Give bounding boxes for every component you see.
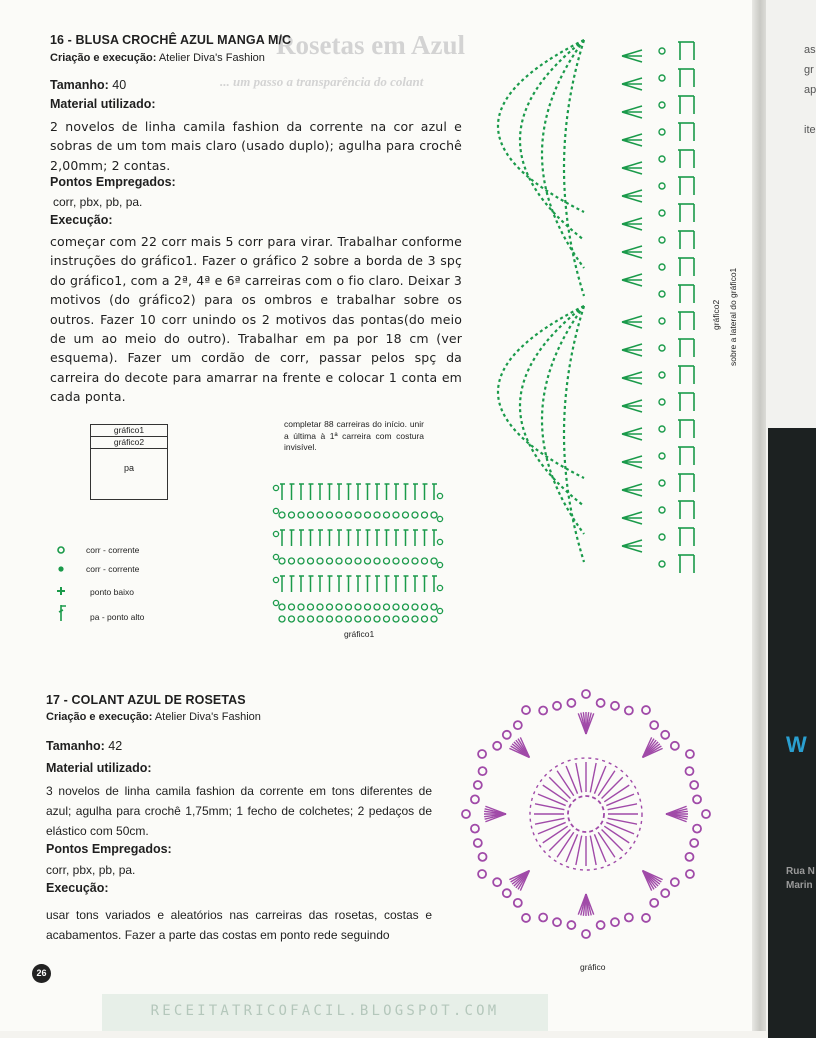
chart-chain-stitch xyxy=(642,914,650,922)
chart-chain-stitch xyxy=(346,558,352,564)
chart-chain-stitch xyxy=(661,889,669,897)
chart-chain-stitch xyxy=(412,616,418,622)
chart-chain-stitch xyxy=(298,616,304,622)
chart-fan-stitches xyxy=(622,316,642,328)
chart-chain-stitch xyxy=(327,558,333,564)
chart-fan-stitches xyxy=(622,540,642,552)
chart-chain-stitch xyxy=(431,512,437,518)
chart-chain-stitch xyxy=(659,156,665,162)
show-through-title: Rosetas em Azul xyxy=(276,30,465,60)
credit-value: Atelier Diva's Fashion xyxy=(158,52,265,64)
facing-page-footer: Marin xyxy=(786,880,813,891)
chart-fan-stitches xyxy=(622,246,642,258)
chart-chain-stitch xyxy=(374,558,380,564)
chart-chain-stitch xyxy=(289,604,295,610)
chart-chain-stitch xyxy=(374,604,380,610)
chart-chain-stitch xyxy=(336,558,342,564)
chart-turning-chain xyxy=(273,508,278,513)
chart-chain-stitch xyxy=(289,558,295,564)
chart-chain-stitch xyxy=(514,721,522,729)
chart-center-post xyxy=(557,832,574,857)
chart-chain-stitch xyxy=(403,512,409,518)
chart-chain-stitch xyxy=(597,699,605,707)
chart-chain-stitch xyxy=(393,512,399,518)
chart-chain-stitch xyxy=(659,291,665,297)
chart-chain-stitch xyxy=(289,616,295,622)
crochet-chart-2 xyxy=(494,36,708,602)
chart-chain-stitch xyxy=(611,702,619,710)
chart-center-post xyxy=(602,777,623,798)
chart-fan-stitches xyxy=(622,372,642,384)
page-number: 26 xyxy=(32,964,51,983)
chart-chain-stitch xyxy=(393,558,399,564)
chart-chain-stitch xyxy=(659,534,665,540)
chart-center-post xyxy=(594,766,605,794)
chart-chain-stitch xyxy=(671,742,679,750)
chart-chain-stitch xyxy=(422,616,428,622)
credit-label: Criação e execução: xyxy=(46,711,153,723)
chart-chain-stitch xyxy=(659,75,665,81)
chart-chain-stitch xyxy=(412,512,418,518)
chart-center-post xyxy=(543,826,568,843)
chart-fan-stitches xyxy=(622,106,642,118)
chart-turning-chain xyxy=(437,539,442,544)
project17-execution-label: Execução: xyxy=(46,881,109,895)
chart-chain-stitch xyxy=(374,616,380,622)
chart-chain-stitch xyxy=(611,918,619,926)
chart-chain-stitch xyxy=(702,810,710,818)
chart-chain-stitch xyxy=(642,706,650,714)
chart-chain-stitch xyxy=(503,731,511,739)
chart-center-post xyxy=(538,822,566,833)
project16-size xyxy=(50,78,126,92)
rosette-chart-caption: gráfico xyxy=(580,962,606,972)
legend-label: corr - corrente xyxy=(86,545,140,555)
chart-chain-stitch xyxy=(289,512,295,518)
chart-chain-stitch xyxy=(625,707,633,715)
chart-fan-stitches xyxy=(622,428,642,440)
chart-center-post xyxy=(557,771,574,796)
chart-chain-stitch xyxy=(403,616,409,622)
chart-chain-stitch xyxy=(659,399,665,405)
chart-center-post xyxy=(590,836,596,865)
chart-fan-stitches xyxy=(622,484,642,496)
chart-chain-stitch xyxy=(355,616,361,622)
chart-center-post xyxy=(608,818,637,824)
chart-center-post xyxy=(566,766,577,794)
chart-center-post xyxy=(606,822,634,833)
chart-chain-stitch xyxy=(317,558,323,564)
chart-chain-stitch xyxy=(308,558,314,564)
project17-material-text: 3 novelos de linha camila fashion da corrente em tons diferentes de azul; agulha para crochê 1,75mm; 1 fecho de colchetes; 2 pedaços de elástico com 50cm. xyxy=(46,784,432,838)
chart-chain-stitch xyxy=(493,878,501,886)
chart-center-ring xyxy=(568,796,604,832)
chart-chain-stitch xyxy=(659,318,665,324)
chart-chain-stitch xyxy=(686,870,694,878)
project16-execution-text: começar com 22 corr mais 5 corr para virar. Trabalhar conforme instruções do gráfico1. Fazer o gráfico 2 sobre a borda de 3 spç do gráfico1, com a 2ª, 4ª e 6ª carreiras com o fio claro. Deixar 3 motivos (do gráfico2) para os ombros e trabalhar sobre os outros. Fazer 10 corr unindo os 2 motivos das pontas(do meio de um ao meio do outro). Trabalhar em pa por 18 cm (ver esquema). Fazer um cordão de corr, passar pelos spç da carreira do decote para amarrar na frente e colocar 1 conta em cada ponta. xyxy=(50,234,462,405)
chart-chain-stitch xyxy=(597,921,605,929)
chart-chain-stitch xyxy=(471,795,479,803)
chart-chain-stitch xyxy=(659,210,665,216)
chart-turning-chain xyxy=(273,531,278,536)
garment-schema xyxy=(90,424,168,500)
double-crochet-icon xyxy=(58,603,68,623)
chart-chain-stitch xyxy=(650,899,658,907)
chart-chain-stitch xyxy=(384,512,390,518)
facing-page-highlight: W xyxy=(786,732,807,757)
project17-stitches-label: Pontos Empregados: xyxy=(46,842,172,856)
chart-chain-stitch xyxy=(384,558,390,564)
legend-label: pa - ponto alto xyxy=(90,612,145,622)
chart-chain-stitch xyxy=(365,604,371,610)
chart-chain-stitch xyxy=(365,558,371,564)
chart-center-post xyxy=(538,794,566,805)
chart-chain-stitch xyxy=(690,781,698,789)
chart-chain-stitch xyxy=(431,604,437,610)
chart2-caption: gráfico2 xyxy=(711,299,721,330)
chart-chain-stitch xyxy=(346,616,352,622)
project17-credit xyxy=(46,711,261,723)
chart-scallop-arc xyxy=(498,40,584,212)
chart-fan-stitches xyxy=(622,162,642,174)
facing-page-text: as xyxy=(804,44,816,56)
chart-chain-stitch xyxy=(279,604,285,610)
chart-chain-stitch xyxy=(659,453,665,459)
chart-turning-chain xyxy=(273,554,278,559)
chart-chain-stitch xyxy=(685,767,693,775)
chart-chain-stitch xyxy=(336,512,342,518)
chart-chain-stitch xyxy=(659,102,665,108)
chart-chain-stitch xyxy=(567,699,575,707)
credit-value: Atelier Diva's Fashion xyxy=(154,711,261,723)
chart-fan-stitches xyxy=(622,218,642,230)
chart-center-post xyxy=(606,794,634,805)
chart-turning-chain xyxy=(437,585,442,590)
chart-chain-stitch xyxy=(403,604,409,610)
crochet-chart-1 xyxy=(272,478,448,624)
chart-chain-stitch xyxy=(474,839,482,847)
plus-icon xyxy=(56,586,66,596)
project16-stitches-text: corr, pbx, pb, pa. xyxy=(53,195,143,209)
chart-fan-stitches xyxy=(622,274,642,286)
chart-chain-stitch xyxy=(393,604,399,610)
size-value: 42 xyxy=(108,739,123,753)
chart-chain-stitch xyxy=(522,914,530,922)
chart-scallop-arc xyxy=(564,40,584,296)
project16-stitches-label: Pontos Empregados: xyxy=(50,175,176,189)
size-label: Tamanho: xyxy=(46,739,105,753)
chart1-caption: gráfico1 xyxy=(344,629,375,639)
chart-chain-stitch xyxy=(671,878,679,886)
chart-chain-stitch xyxy=(478,870,486,878)
chart-chain-stitch xyxy=(539,913,547,921)
chart-chain-stitch xyxy=(690,839,698,847)
chart-chain-stitch xyxy=(659,372,665,378)
filled-chain-icon xyxy=(56,564,66,574)
chart-center-post xyxy=(594,834,605,862)
chart-chain-stitch xyxy=(582,690,590,698)
chart-chain-stitch xyxy=(462,810,470,818)
chart-chain-stitch xyxy=(317,604,323,610)
project17-title: 17 - COLANT AZUL DE ROSETAS xyxy=(46,693,246,707)
chart-chain-stitch xyxy=(659,48,665,54)
chart-chain-stitch xyxy=(308,616,314,622)
chart-center-post xyxy=(549,777,570,798)
chart-center-post xyxy=(566,834,577,862)
chart-chain-stitch xyxy=(479,853,487,861)
chart-fan-stitches xyxy=(622,134,642,146)
chart-chain-stitch xyxy=(327,604,333,610)
chart-center-post xyxy=(543,785,568,802)
chart-center-post xyxy=(576,763,582,792)
chart-chain-stitch xyxy=(659,480,665,486)
chart-chain-stitch xyxy=(685,853,693,861)
chart-turning-chain xyxy=(437,516,442,521)
chart-chain-stitch xyxy=(422,558,428,564)
chart-turning-chain xyxy=(437,493,442,498)
project17-stitches-text: corr, pbx, pb, pa. xyxy=(46,863,136,877)
chart-chain-stitch xyxy=(393,616,399,622)
chart-scallop-arc xyxy=(564,306,584,562)
chart-center-post xyxy=(604,826,629,843)
chart-turning-chain xyxy=(437,608,442,613)
chart-chain-stitch xyxy=(659,561,665,567)
chart-chain-stitch xyxy=(659,264,665,270)
chart-chain-stitch xyxy=(493,742,501,750)
chart-chain-stitch xyxy=(661,731,669,739)
chart-chain-stitch xyxy=(403,558,409,564)
project16-execution-label: Execução: xyxy=(50,213,113,227)
project16-title: 16 - BLUSA CROCHÊ AZUL MANGA M/C xyxy=(50,33,292,47)
chart-chain-stitch xyxy=(317,512,323,518)
chart-chain-stitch xyxy=(553,918,561,926)
open-chain-icon xyxy=(56,545,66,555)
chart-fan-stitches xyxy=(622,456,642,468)
chart-chain-stitch xyxy=(384,604,390,610)
project17-execution-text: usar tons variados e aleatórios nas carreiras das rosetas, costas e acabamentos. Fazer a parte das costas em ponto rede seguindo xyxy=(46,908,432,942)
chart-chain-stitch xyxy=(693,795,701,803)
chart-chain-stitch xyxy=(374,512,380,518)
chart-fan-stitches xyxy=(622,512,642,524)
chart-chain-stitch xyxy=(514,899,522,907)
chart-chain-stitch xyxy=(422,512,428,518)
chart-center-post xyxy=(590,763,596,792)
legend-label: ponto baixo xyxy=(90,587,134,597)
facing-page-text: gr xyxy=(804,64,814,76)
chart-chain-stitch xyxy=(327,512,333,518)
chart-center-post xyxy=(598,832,615,857)
chart-chain-stitch xyxy=(422,604,428,610)
chart-center-post xyxy=(602,830,623,851)
chart-chain-stitch xyxy=(346,604,352,610)
project17-material-label: Material utilizado: xyxy=(46,761,152,775)
chart-chain-stitch xyxy=(503,889,511,897)
chart-chain-stitch xyxy=(659,345,665,351)
chart-center-post xyxy=(535,804,564,810)
show-through-subtitle: ... um passo a transparência do colant xyxy=(220,74,424,89)
chart-chain-stitch xyxy=(431,558,437,564)
chart-chain-stitch xyxy=(412,558,418,564)
chart-chain-stitch xyxy=(659,129,665,135)
chart-turning-chain xyxy=(437,562,442,567)
project16-credit xyxy=(50,52,265,64)
project16-material-label: Material utilizado: xyxy=(50,97,156,111)
chart-center-post xyxy=(608,804,637,810)
size-value: 40 xyxy=(112,78,127,92)
chart-chain-stitch xyxy=(336,616,342,622)
chart-center-post xyxy=(598,771,615,796)
chart-center-post xyxy=(549,830,570,851)
chart-chain-stitch xyxy=(336,604,342,610)
chart-fan-stitches xyxy=(622,400,642,412)
chart-chain-stitch xyxy=(474,781,482,789)
chart-chain-stitch xyxy=(317,616,323,622)
chart-chain-stitch xyxy=(412,604,418,610)
facing-page-footer: Rua N xyxy=(786,866,815,877)
chart-chain-stitch xyxy=(298,512,304,518)
schema-row-chart1: gráfico1 xyxy=(91,425,167,437)
facing-page-dark-panel xyxy=(768,428,816,1038)
chart-chain-stitch xyxy=(650,721,658,729)
chart-center-post xyxy=(535,818,564,824)
chart-chain-stitch xyxy=(471,825,479,833)
chart-chain-stitch xyxy=(308,512,314,518)
chart-chain-stitch xyxy=(659,237,665,243)
chart-center-post xyxy=(576,836,582,865)
chart-chain-stitch xyxy=(479,767,487,775)
chart1-note: completar 88 carreiras do início. unir a última à 1ª carreira com costura invisível. xyxy=(284,419,424,452)
chart2-subcaption: sobre a lateral do gráfico1 xyxy=(728,267,738,366)
project17-size xyxy=(46,739,122,753)
credit-label: Criação e execução: xyxy=(50,52,157,64)
chart-chain-stitch xyxy=(539,707,547,715)
chart-chain-stitch xyxy=(279,512,285,518)
chart-chain-stitch xyxy=(365,616,371,622)
chart-chain-stitch xyxy=(693,825,701,833)
watermark: RECEITATRICOFACIL.BLOGSPOT.COM xyxy=(102,994,548,1031)
chart-scallop-arc xyxy=(498,306,584,478)
chart-fan-stitches xyxy=(622,190,642,202)
chart-chain-stitch xyxy=(431,616,437,622)
project16-material-text: 2 novelos de linha camila fashion da corrente na cor azul e sobras de um tom mais claro (usado duplo); agulha para crochê 2,00mm; 2 contas. xyxy=(50,119,462,173)
chart-chain-stitch xyxy=(553,702,561,710)
chart-chain-stitch xyxy=(279,558,285,564)
rosette-chart xyxy=(458,676,728,956)
facing-page-text: ite xyxy=(804,124,816,136)
chart-turning-chain xyxy=(273,577,278,582)
chart-chain-stitch xyxy=(659,426,665,432)
chart-chain-stitch xyxy=(625,913,633,921)
chart-chain-stitch xyxy=(298,604,304,610)
size-label: Tamanho: xyxy=(50,78,109,92)
chart-chain-stitch xyxy=(308,604,314,610)
chart-chain-stitch xyxy=(279,616,285,622)
facing-page-text: ap xyxy=(804,84,816,96)
chart-chain-stitch xyxy=(355,558,361,564)
chart-chain-stitch xyxy=(659,507,665,513)
schema-row-chart2: gráfico2 xyxy=(91,437,167,449)
chart-chain-stitch xyxy=(365,512,371,518)
chart-chain-stitch xyxy=(298,558,304,564)
chart-chain-stitch xyxy=(346,512,352,518)
chart-fan-stitches xyxy=(622,344,642,356)
chart-chain-stitch xyxy=(522,706,530,714)
chart-chain-stitch xyxy=(478,750,486,758)
chart-turning-chain xyxy=(273,600,278,605)
chart-turning-chain xyxy=(273,485,278,490)
chart-fan-stitches xyxy=(622,78,642,90)
chart-chain-stitch xyxy=(355,604,361,610)
chart-center-post xyxy=(604,785,629,802)
chart-chain-stitch xyxy=(582,930,590,938)
chart-chain-stitch xyxy=(384,616,390,622)
chart-chain-stitch xyxy=(355,512,361,518)
chart-chain-stitch xyxy=(567,921,575,929)
chart-chain-stitch xyxy=(659,183,665,189)
chart-chain-stitch xyxy=(327,616,333,622)
chart-fan-stitches xyxy=(622,50,642,62)
schema-body: pa xyxy=(123,463,134,473)
legend-label: corr - corrente xyxy=(86,564,140,574)
chart-chain-stitch xyxy=(686,750,694,758)
